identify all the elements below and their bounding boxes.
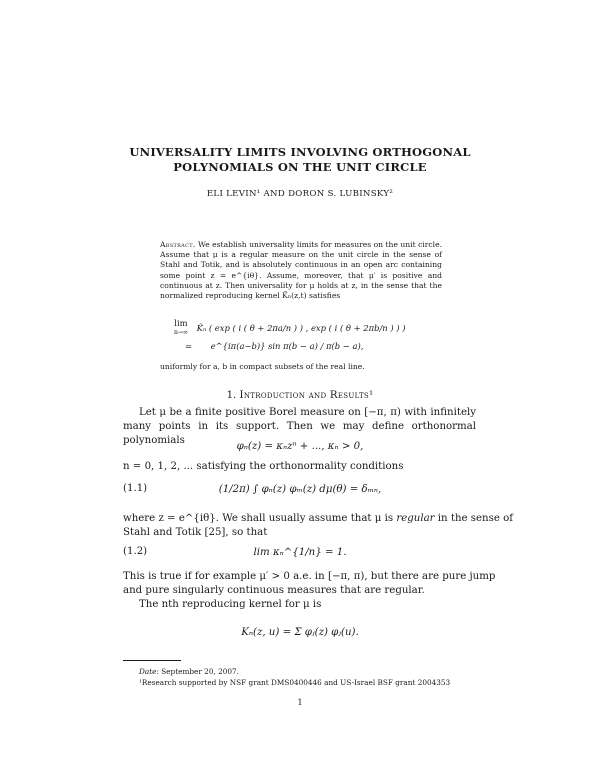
abstract-text: We establish universality limits for measures on the unit circle. Assume that μ is a regular measure on the unit circle in the sense of Stahl and Totik, and is absolutely continuous in an open arc containing some point z = e^{iθ}. Assume, moreover, that μ′ is positive and continuous at z. Then universality for μ holds at z, in the sense that the normalized reproducing kernel K̃ₙ(z,t) satisfies <box>160 240 442 301</box>
abstract-eq-lim: lim <box>174 318 188 328</box>
paragraph-3-emphasis: regular <box>396 513 435 524</box>
paragraph-3-part-b: in the sense of <box>437 513 513 524</box>
paragraph-1: Let μ be a finite positive Borel measure on [−π, π) with infinitely many points in its support. Then we may define orthonormal polynomials <box>123 407 476 446</box>
abstract <box>160 240 442 301</box>
paragraph-2: n = 0, 1, 2, ... satisfying the orthonormality conditions <box>123 461 404 472</box>
abstract-eq-limit <box>174 319 188 337</box>
abstract-label: Abstract. <box>160 240 196 249</box>
equation-kernel: Kₙ(z, u) = Σ φⱼ(z) φⱼ(u). <box>241 627 359 638</box>
section-number: 1. <box>226 390 237 401</box>
authors: ELI LEVIN¹ AND DORON S. LUBINSKY² <box>206 189 394 199</box>
abstract-equation-line-1 <box>174 319 405 337</box>
paragraph-3-part-a: where z = e^{iθ}. We shall usually assume that μ is <box>123 513 394 524</box>
abstract-eq-kernel-limit: K̃ₙ ( exp ( i ( θ + 2πa/n ) ) , exp ( i ( θ + 2πb/n ) ) ) <box>196 322 406 333</box>
footnote-date-label: Date <box>139 667 157 676</box>
paragraph-4-line-1: This is true if for example μ′ > 0 a.e. in [−π, π), but there are pure jump <box>123 571 496 582</box>
section-title: Introduction and Results¹ <box>239 390 374 401</box>
equation-1-1: (1/2π) ∫ φₙ(z) φₘ(z) dμ(θ) = δₘₙ, <box>218 484 382 495</box>
equation-1-1-number: (1.1) <box>123 483 148 494</box>
paragraph-5: The nth reproducing kernel for μ is <box>139 599 322 610</box>
abstract-eq-equals: = <box>185 341 193 351</box>
equation-orthonormal-poly: φₙ(z) = κₙzⁿ + ..., κₙ > 0, <box>236 441 364 452</box>
footnote-rule <box>123 660 181 661</box>
paragraph-4-line-2: and pure singularly continuous measures that are regular. <box>123 585 425 596</box>
paragraph-3-line-1 <box>123 512 513 526</box>
footnote-date <box>139 667 239 676</box>
page-number: 1 <box>297 697 303 707</box>
abstract-equation-line-2 <box>185 341 363 351</box>
paper-title-line-2: POLYNOMIALS ON THE UNIT CIRCLE <box>173 160 427 174</box>
footnote-grant: ¹Research supported by NSF grant DMS0400446 and US-Israel BSF grant 2004353 <box>139 678 451 687</box>
equation-1-2: lim κₙ^{1/n} = 1. <box>253 547 347 558</box>
abstract-eq-sinc: e^{iπ(a−b)} sin π(b − a) / π(b − a), <box>210 341 364 351</box>
equation-1-2-number: (1.2) <box>123 546 148 557</box>
abstract-after: uniformly for a, b in compact subsets of the real line. <box>160 362 365 371</box>
section-heading <box>0 390 600 401</box>
paragraph-3-line-2: Stahl and Totik [25], so that <box>123 527 268 538</box>
abstract-eq-lim-sub: n→∞ <box>174 329 188 336</box>
paper-title-line-1: UNIVERSALITY LIMITS INVOLVING ORTHOGONAL <box>129 145 471 159</box>
footnote-date-value: : September 20, 2007. <box>156 667 239 676</box>
